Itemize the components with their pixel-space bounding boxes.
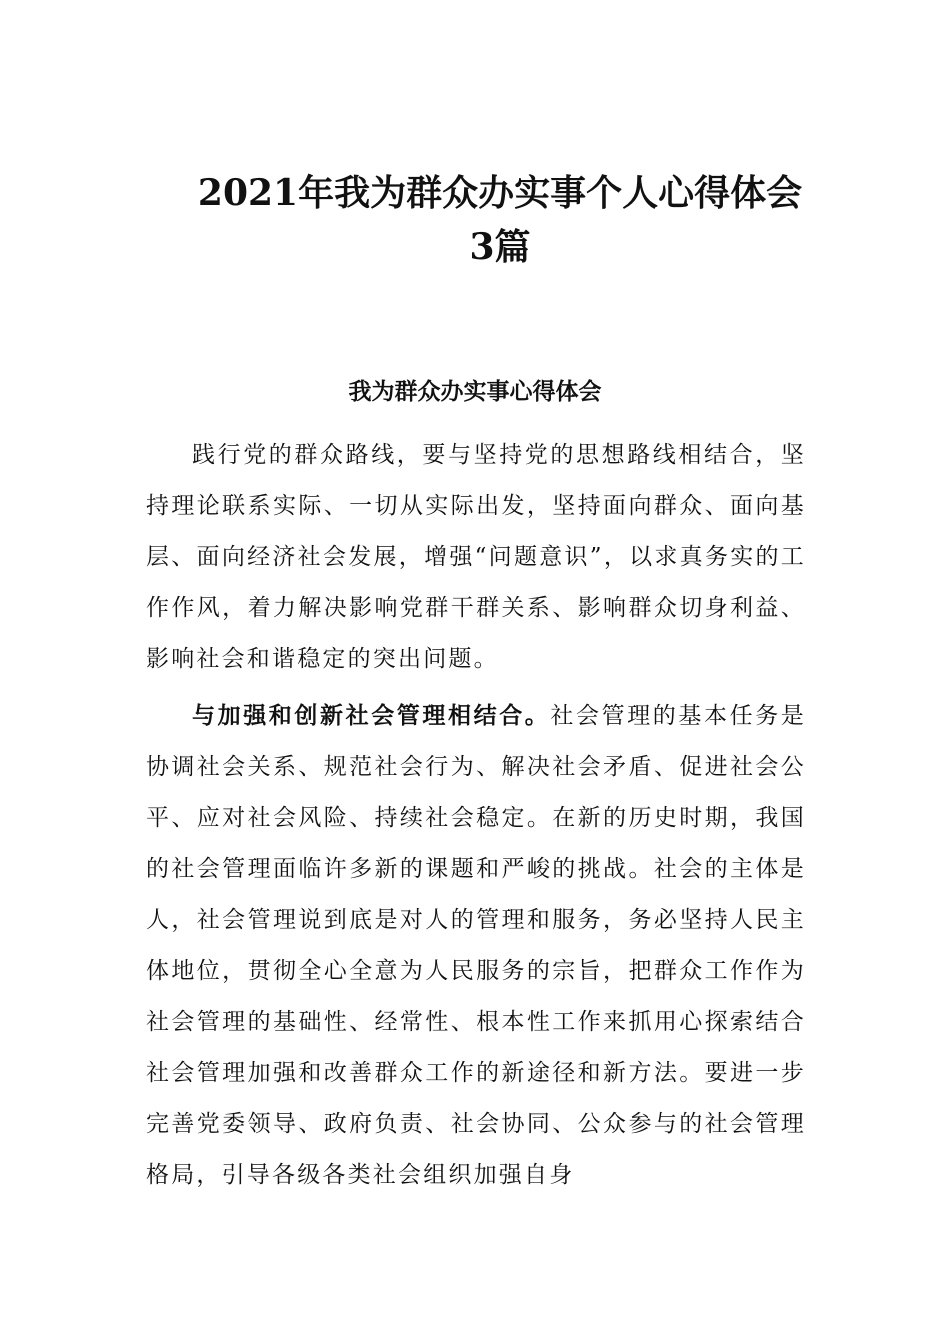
paragraph-1-text: 践行党的群众路线，要与坚持党的思想路线相结合，坚持理论联系实际、一切从实际出发，坚持面向群众、面向基层、面向经济社会发展，增强“问题意识”，以求真务实的工作作风，着力解决影响党群干群关系、影响群众切身利益、影响社会和谐稳定的突出问题。 bbox=[146, 442, 806, 672]
paragraph-2-text: 社会管理的基本任务是协调社会关系、规范社会行为、解决社会矛盾、促进社会公平、应对社会风险、持续社会稳定。在新的历史时期，我国的社会管理面临许多新的课题和严峻的挑战。社会的主体是人，社会管理说到底是对人的管理和服务，务必坚持人民主体地位，贯彻全心全意为人民服务的宗旨，把群众工作作为社会管理的基础性、经常性、根本性工作来抓用心探索结合社会管理加强和改善群众工作的新途径和新方法。要进一步完善党委领导、政府负责、社会协同、公众参与的社会管理格局，引导各级各类社会组织加强自身 bbox=[146, 703, 807, 1188]
body-paragraph-2 bbox=[146, 690, 806, 1201]
section-heading: 我为群众办实事心得体会 bbox=[348, 378, 602, 405]
paragraph-2-lead: 与加强和创新社会管理相结合。 bbox=[192, 702, 551, 729]
body-paragraph-1 bbox=[146, 430, 806, 685]
document-title: 2021年我为群众办实事个人心得体会3篇 bbox=[197, 172, 803, 268]
